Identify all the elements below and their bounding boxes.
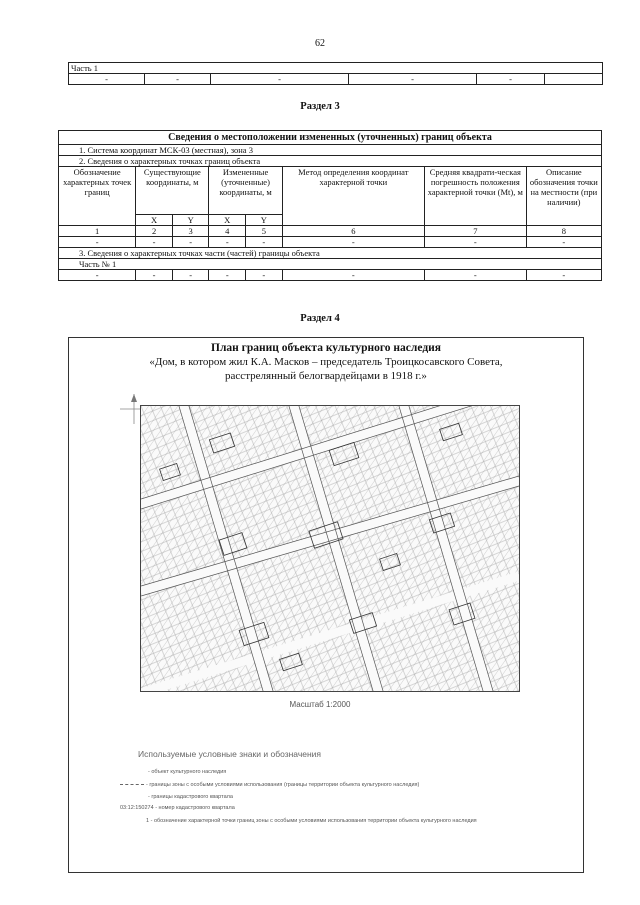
section4-heading: Раздел 4 (300, 313, 340, 324)
table-cell: - (246, 237, 283, 248)
plan-subtitle-line1: «Дом, в котором жил К.А. Масков – председатель Троицкосавского Совета, (149, 356, 503, 368)
table-cell: - (172, 237, 209, 248)
legend-text: - номер кадастрового квартала (155, 805, 235, 811)
column-number: 2 (136, 226, 173, 237)
header-x: X (136, 215, 173, 226)
table-cell: - (211, 74, 349, 85)
plan-subtitle-line2: расстрелянный белогвардейцами в 1918 г.» (225, 370, 427, 382)
legend-symbol-dashed-line (120, 784, 144, 785)
map-scale: Масштаб 1:2000 (289, 700, 351, 709)
legend-item (146, 817, 516, 826)
header-x: X (209, 215, 246, 226)
legend-text: - границы кадастрового квартала (148, 794, 233, 800)
legend-item (120, 782, 419, 788)
table-cell: - (282, 270, 424, 281)
table-cell: - (172, 270, 209, 281)
table-cell: - (282, 237, 424, 248)
table-cell: - (69, 74, 145, 85)
table-cell: - (477, 74, 545, 85)
table-cell: - (209, 270, 246, 281)
column-number: 8 (526, 226, 601, 237)
page-number: 62 (315, 38, 325, 49)
legend-item (148, 769, 226, 775)
section3-table-title: Сведения о местоположении измененных (уточненных) границ объекта (59, 131, 602, 145)
part1-label: Часть 1 (69, 63, 603, 74)
part1-table (68, 62, 603, 85)
cadastral-map-drawing (141, 406, 519, 691)
table-cell: - (136, 270, 173, 281)
legend-title: Используемые условные знаки и обозначения (138, 749, 322, 759)
coordinate-system-row: 1. Система координат МСК-03 (местная), зона 3 (59, 145, 602, 156)
section3-table (58, 130, 602, 281)
header-error: Средняя квадрати-ческая погрешность положения характерной точки (Mt), м (424, 167, 526, 226)
legend-item (120, 805, 235, 811)
table-cell: - (136, 237, 173, 248)
table-cell (545, 74, 603, 85)
cadastral-map (140, 405, 520, 692)
column-number: 1 (59, 226, 136, 237)
legend-item (148, 794, 233, 800)
column-number: 6 (282, 226, 424, 237)
part-number-row: Часть № 1 (59, 259, 602, 270)
table-cell: - (424, 237, 526, 248)
plan-title: План границ объекта культурного наследия (211, 342, 441, 354)
table-cell: - (145, 74, 211, 85)
table-cell: - (526, 270, 601, 281)
header-point-designation: Обозначение характерных точек границ (59, 167, 136, 226)
legend-mark: 1 (146, 818, 150, 824)
header-existing-coordinates: Существующие координаты, м (136, 167, 209, 215)
header-description: Описание обозначения точки на местности (при наличии) (526, 167, 601, 226)
table-cell: - (424, 270, 526, 281)
part-points-row: 3. Сведения о характерных точках части (частей) границы объекта (59, 248, 602, 259)
header-method: Метод определения координат характерной точки (282, 167, 424, 226)
legend-mark: 03:12:150274 (120, 805, 154, 811)
section3-heading: Раздел 3 (300, 101, 340, 112)
column-number: 5 (246, 226, 283, 237)
table-cell: - (349, 74, 477, 85)
column-number: 4 (209, 226, 246, 237)
header-y: Y (246, 215, 283, 226)
legend-text: - границы зоны с особыми условиями использования (границы территории объекта культурного наследия) (146, 782, 420, 788)
table-cell: - (59, 270, 136, 281)
table-cell: - (246, 270, 283, 281)
table-cell: - (209, 237, 246, 248)
table-cell: - (59, 237, 136, 248)
boundary-points-row: 2. Сведения о характерных точках границ объекта (59, 156, 602, 167)
header-y: Y (172, 215, 209, 226)
legend-text: - обозначение характерной точки границ зоны с особыми условиями использования территории объекта культурного наследия (150, 818, 477, 824)
column-number: 3 (172, 226, 209, 237)
table-cell: - (526, 237, 601, 248)
legend-text: - объект культурного наследия (148, 769, 227, 775)
header-updated-coordinates: Измененные (уточненные) координаты, м (209, 167, 282, 215)
column-number: 7 (424, 226, 526, 237)
